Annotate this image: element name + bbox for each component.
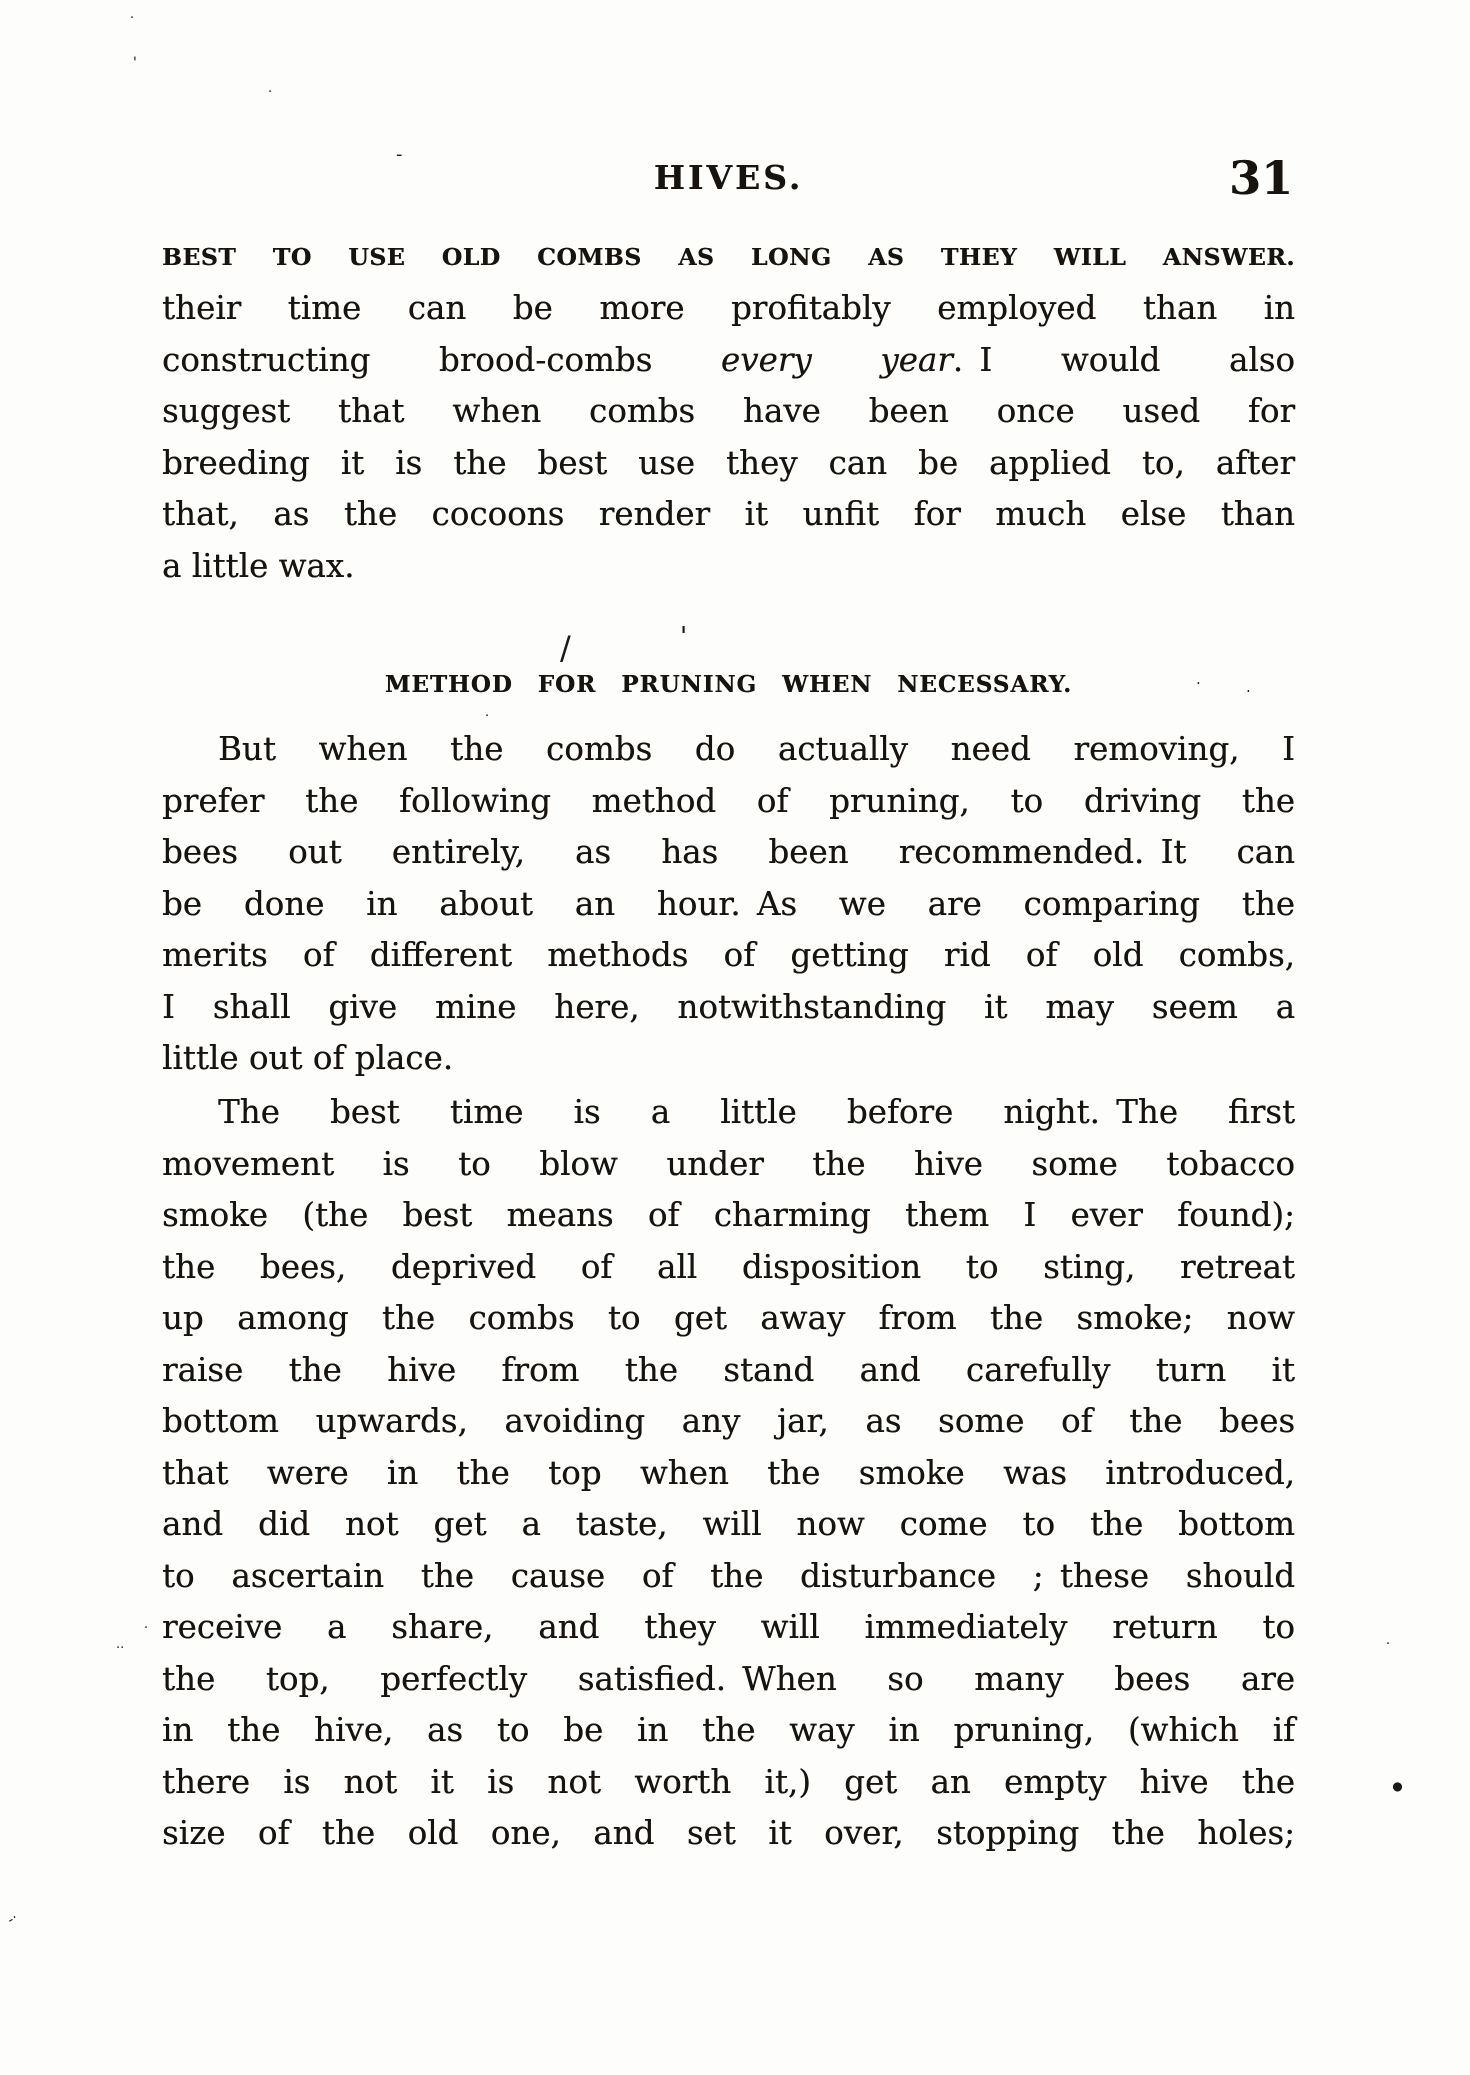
scan-speck: .	[268, 81, 273, 96]
text-line	[162, 438, 1295, 490]
text-segment: But when the combs do actually need removing, I	[218, 730, 1295, 768]
text-segment: smoke (the best means of charming them I ever found);	[162, 1196, 1295, 1234]
text-segment: to ascertain the cause of the disturbance ; these should	[162, 1556, 1295, 1595]
text-line	[162, 1551, 1295, 1603]
page-number: 31	[1228, 151, 1293, 205]
text-line	[162, 1808, 1295, 1860]
scan-speck: -·	[4, 1909, 21, 1929]
text-line	[162, 283, 1295, 335]
paragraph	[162, 1087, 1295, 1860]
text-segment: breeding it is the best use they can be applied to, after	[162, 443, 1295, 482]
text-line	[162, 335, 1295, 387]
scan-speck: /	[560, 629, 571, 667]
scan-speck: .	[130, 7, 135, 22]
section-heading: METHOD FOR PRUNING WHEN NECESSARY.	[384, 671, 1073, 698]
text-segment: there is not it is not worth it,) get an empty hive the	[162, 1762, 1295, 1801]
scan-speck: -	[396, 144, 403, 165]
text-segment: and did not get a taste, will now come to the bottom	[162, 1505, 1295, 1543]
text-line	[162, 982, 1295, 1034]
text-segment: raise the hive from the stand and carefully turn it	[162, 1350, 1295, 1389]
text-line	[162, 1757, 1295, 1809]
scan-speck: .	[1386, 1633, 1391, 1648]
text-line	[162, 1190, 1295, 1242]
text-line	[162, 1345, 1295, 1397]
text-line	[162, 930, 1295, 982]
text-segment: that were in the top when the smoke was introduced,	[162, 1453, 1295, 1492]
text-segment: up among the combs to get away from the smoke; now	[162, 1299, 1295, 1337]
text-line	[162, 1396, 1295, 1448]
text-segment: be done in about an hour. As we are comparing the	[162, 884, 1295, 923]
text-segment: their time can be more profitably employed than in	[162, 289, 1295, 327]
text-line	[162, 1242, 1295, 1294]
section-heading: BEST TO USE OLD COMBS AS LONG AS THEY WILL ANSWER.	[162, 243, 1295, 271]
scan-speck: '	[680, 622, 688, 652]
page-header-title: HIVES.	[653, 158, 804, 197]
italic-text: every year	[720, 340, 953, 379]
text-segment: prefer the following method of pruning, to driving the	[162, 781, 1295, 820]
text-segment: little out of place.	[162, 1039, 454, 1077]
text-line	[162, 1602, 1295, 1654]
text-segment: movement is to blow under the hive some tobacco	[162, 1144, 1295, 1183]
paragraph	[162, 724, 1295, 1085]
running-head	[162, 144, 1295, 208]
text-segment: in the hive, as to be in the way in pruning, (which if	[162, 1711, 1295, 1749]
text-segment: bees out entirely, as has been recommended. It can	[162, 833, 1295, 871]
text-line	[162, 879, 1295, 931]
text-line	[162, 386, 1295, 438]
scan-speck: .	[144, 1617, 149, 1632]
scan-speck: ●	[1390, 1777, 1405, 1795]
text-line	[162, 1087, 1295, 1139]
text-line	[162, 541, 1295, 593]
text-line	[162, 1654, 1295, 1706]
paragraph	[162, 283, 1295, 592]
text-segment: merits of different methods of getting rid of old combs,	[162, 936, 1295, 974]
text-segment: a little wax.	[162, 546, 355, 585]
text-line	[162, 776, 1295, 828]
scan-speck: '	[133, 55, 137, 71]
text-segment: . I would also	[952, 340, 1295, 379]
text-segment: The best time is a little before night. The first	[218, 1093, 1295, 1131]
scan-speck: .	[1246, 678, 1251, 696]
text-line	[162, 1293, 1295, 1345]
scan-speck: ..	[116, 1637, 125, 1652]
text-line	[162, 1705, 1295, 1757]
text-segment: constructing brood-combs	[162, 340, 721, 379]
text-line	[162, 489, 1295, 541]
text-segment: size of the old one, and set it over, stopping the holes;	[162, 1814, 1295, 1852]
text-segment: receive a share, and they will immediately return to	[162, 1608, 1295, 1646]
text-segment: that, as the cocoons render it unfit for much else than	[162, 495, 1295, 533]
text-line	[162, 724, 1295, 776]
text-line	[162, 1499, 1295, 1551]
scan-speck: .	[1196, 670, 1201, 688]
text-line	[162, 1139, 1295, 1191]
text-line	[162, 827, 1295, 879]
text-segment: the bees, deprived of all disposition to sting, retreat	[162, 1247, 1295, 1286]
text-segment: suggest that when combs have been once used for	[162, 392, 1295, 430]
text-line	[162, 1448, 1295, 1500]
scan-speck: .	[485, 705, 490, 720]
text-line	[162, 1033, 1295, 1085]
text-segment: the top, perfectly satisfied. When so many bees are	[162, 1659, 1295, 1698]
text-segment: bottom upwards, avoiding any jar, as some of the bees	[162, 1402, 1295, 1440]
text-segment: I shall give mine here, notwithstanding it may seem a	[162, 987, 1295, 1026]
